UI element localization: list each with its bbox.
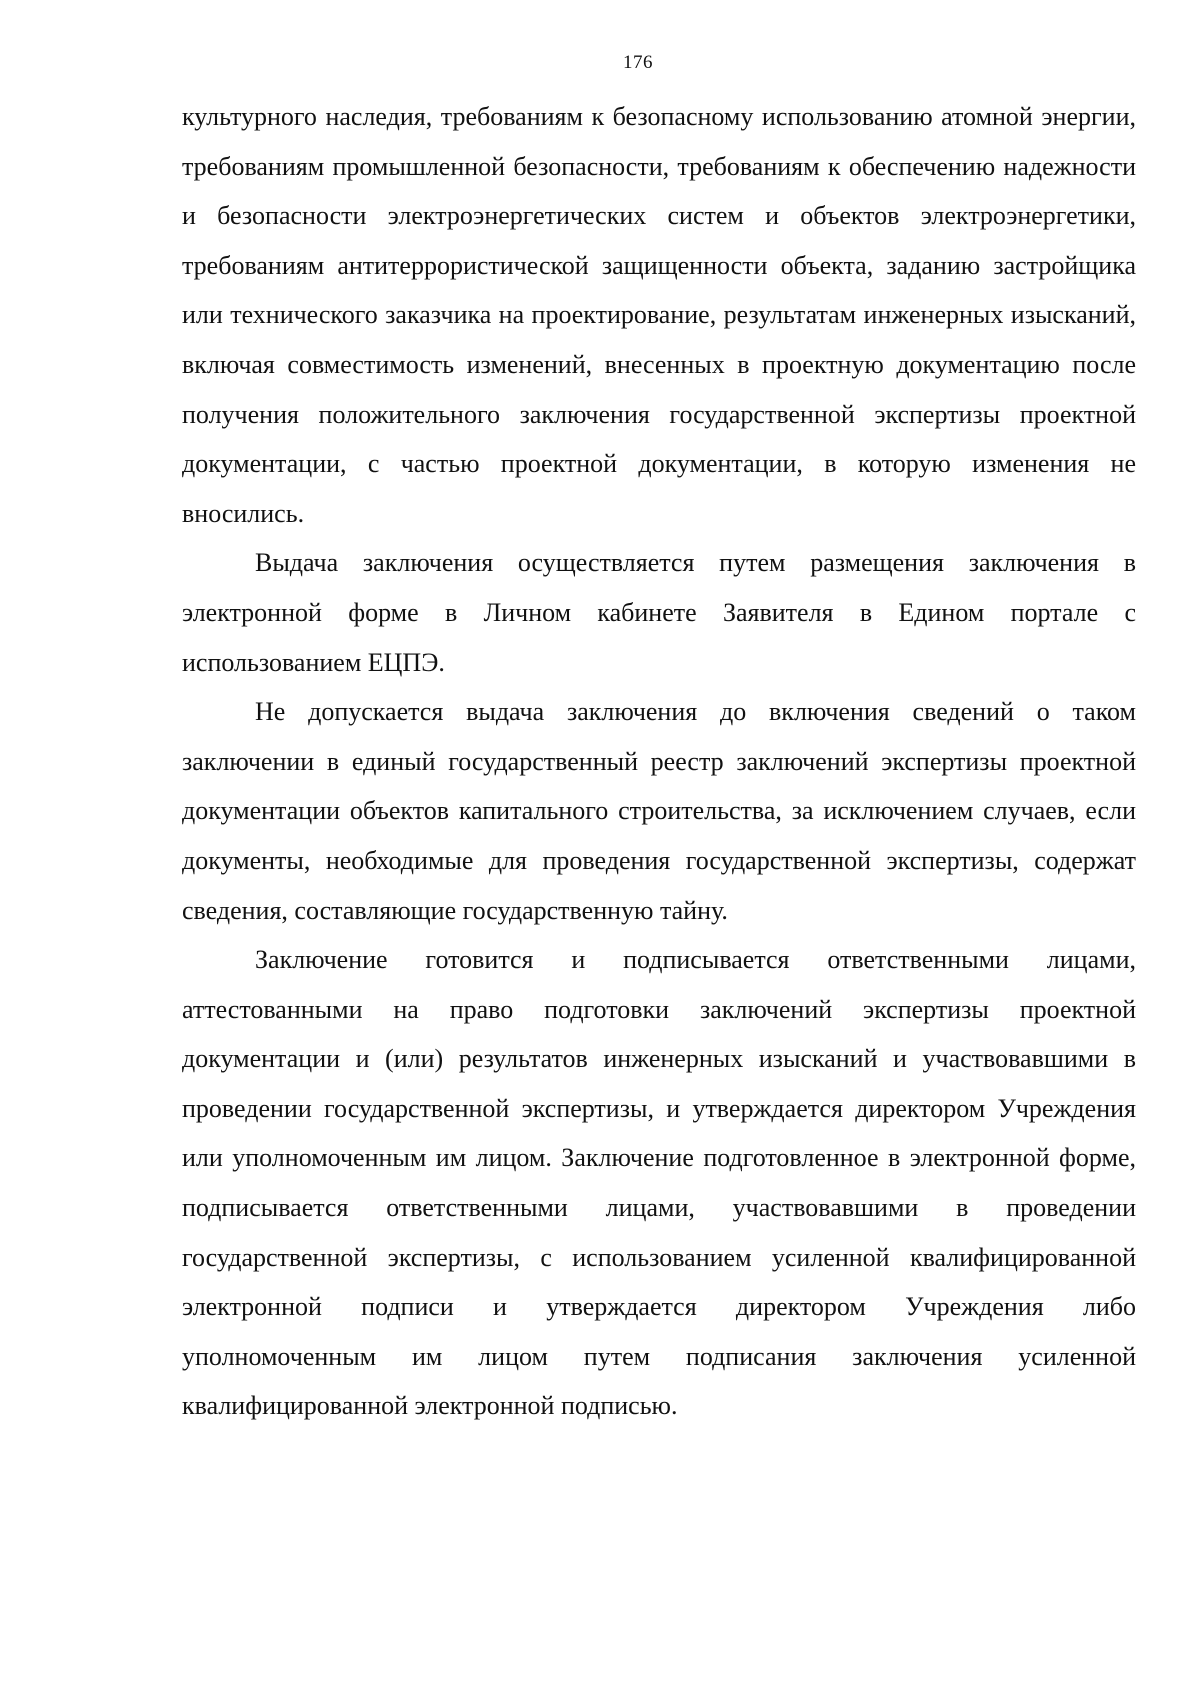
page-number: 176 [623,52,653,73]
paragraph-signing: Заключение готовится и подписывается ответственными лицами, аттестованными на право подготовки заключений экспертизы проектной документации и (или) результатов инженерных изысканий и участвовавшими в проведении государственной экспертизы, и утверждается директором Учреждения или уполномоченным им лицом. Заключение подготовленное в электронной форме, подписывается ответственными лицами, участвовавшими в проведении государственной экспертизы, с использованием усиленной квалифицированной электронной подписи и утверждается директором Учреждения либо уполномоченным им лицом путем подписания заключения усиленной квалифицированной электронной подписью. [182,945,1136,1421]
paragraph-issuance: Выдача заключения осуществляется путем размещения заключения в электронной форме в Личном кабинете Заявителя в Едином портале с использованием ЕЦПЭ. [182,548,1136,677]
paragraph-continuation: культурного наследия, требованиям к безопасному использованию атомной энергии, требованиям промышленной безопасности, требованиям к обеспечению надежности и безопасности электроэнергетических систем и объектов электроэнергетики, требованиям антитеррористической защищенности объекта, заданию застройщика или технического заказчика на проектирование, результатам инженерных изысканий, включая совместимость изменений, внесенных в проектную документацию после получения положительного заключения государственной экспертизы проектной документации, с частью проектной документации, в которую изменения не вносились. [182,102,1136,528]
paragraph-registry-restriction: Не допускается выдача заключения до включения сведений о таком заключении в единый государственный реестр заключений экспертизы проектной документации объектов капитального строительства, за исключением случаев, если документы, необходимые для проведения государственной экспертизы, содержат сведения, составляющие государственную тайну. [182,697,1136,925]
document-body [182,92,1136,1431]
